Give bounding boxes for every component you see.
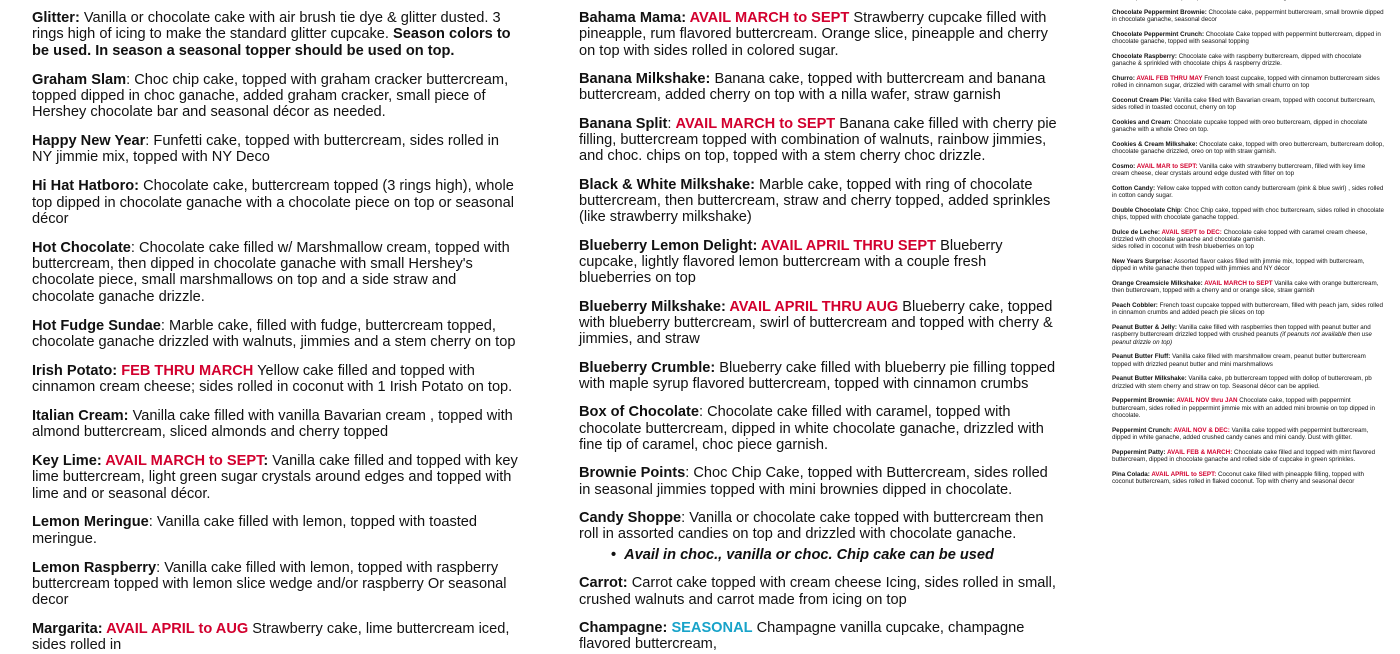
menu-item: Candy Shoppe: Vanilla or chocolate cake topped with buttercream then roll in assorted candies on top and drizzled with chocolate ganache.	[579, 509, 1044, 543]
menu-item: Cotton Candy: Yellow cake topped with cotton candy buttercream (pink & blue swirl) , sides rolled in cotton candy sugar.	[1112, 184, 1384, 199]
menu-item: Carrot: Carrot cake topped with cream cheese Icing, sides rolled in small, crushed walnuts and carrot made from icing on top	[579, 575, 1056, 608]
availability-badge: AVAIL APRIL THRU SEPT	[760, 237, 937, 254]
menu-item: Blueberry Crumble: Blueberry cake filled with blueberry pie filling topped with maple syrup flavored buttercream, topped with cinnamon crumbs	[579, 359, 1056, 393]
menu-item: Peanut Butter & Jelly: Vanilla cake filled with raspberries then topped with peanut butter and raspberry buttercream drizzled topped with crushed peanuts (if peanuts not available then use peanut drizzle on top)	[1112, 324, 1372, 346]
menu-item: Key Lime: AVAIL MARCH to SEPT: Vanilla cake filled and topped with key lime buttercream, light green sugar crystals around edges and topped with lime and or seasonal décor.	[32, 452, 518, 502]
availability-badge: AVAIL SEPT to DEC:	[1161, 228, 1222, 236]
menu-item: Italian Cream: Vanilla cake filled with vanilla Bavarian cream , topped with almond buttercream, sliced almonds and cherry topped	[32, 407, 513, 441]
menu-item: Lemon Raspberry: Vanilla cake filled with lemon, topped with raspberry buttercream topped with lemon slice wedge and/or raspberry Or seasonal decor	[32, 559, 507, 609]
menu-item: Margarita: AVAIL APRIL to AUG Strawberry cake, lime buttercream iced, sides rolled in	[32, 621, 510, 654]
menu-item: Blueberry Lemon Delight: AVAIL APRIL THRU SEPT Blueberry cupcake, lightly flavored lemon buttercream with a couple fresh blueberries on top	[579, 237, 1003, 287]
availability-badge: AVAIL NOV & DEC:	[1173, 426, 1230, 434]
menu-item: Hot Fudge Sundae: Marble cake, filled with fudge, buttercream topped, chocolate ganache drizzled with walnuts, jimmies and a stem cherry on top	[32, 317, 516, 350]
menu-item: Pina Colada: AVAIL APRIL to SEPT: Coconut cake filled with pineapple filling, topped with coconut buttercream, sides rolled in flaked coconut. Top with cherry and seasonal decor	[1112, 470, 1364, 486]
menu-item: Cookies and Cream: Chocolate cupcake topped with oreo buttercream, dipped in chocolate ganache with a whole Oreo on top.	[1112, 118, 1368, 133]
menu-item: Chocolate Peppermint Brownie: Chocolate cake, peppermint buttercream, small brownie dipped in chocolate ganache, seasonal decor	[1112, 8, 1384, 23]
availability-badge: AVAIL APRIL to SEPT:	[1151, 470, 1217, 478]
menu-item: Banana Split: AVAIL MARCH to SEPT Banana cake filled with cherry pie filling, buttercream topped with combination of walnuts, rainbow jimmies, and choc. chips on top, topped with a stem cherry choc drizzle.	[579, 115, 1057, 165]
menu-item: Graham Slam: Choc chip cake, topped with graham cracker buttercream, topped dipped in choc ganache, added graham cracker, small piece of Hershey chocolate bar and seasonal décor as needed.	[32, 71, 509, 121]
menu-item: Irish Potato: FEB THRU MARCH Yellow cake filled and topped with cinnamon cream cheese; sides rolled in coconut with 1 Irish Potato on top.	[32, 362, 513, 396]
menu-item: Hot Chocolate: Chocolate cake filled w/ Marshmallow cream, topped with buttercream, then dipped in chocolate ganache with small Hershey's chocolate piece, small marshmallows on top and a side straw and chocolate ganache drizzle.	[32, 239, 510, 305]
menu-item: Lemon Meringue: Vanilla cake filled with lemon, topped with toasted meringue.	[32, 514, 478, 547]
menu-item: Brownie Points: Choc Chip Cake, topped with Buttercream, sides rolled in seasonal jimmies topped with mini brownies dipped in chocolate.	[579, 465, 1048, 498]
menu-item: Banana Milkshake: Banana cake, topped with buttercream and banana buttercream, added cherry on top with a nilla wafer, straw garnish	[579, 71, 1046, 104]
menu-item: Double Chocolate Chip: Choc Chip cake, topped with choc buttercream, sides rolled in chocolate chips, topped with chocolate ganache topped.	[1112, 206, 1384, 221]
availability-badge: AVAIL APRIL to AUG	[106, 621, 249, 638]
menu-item: Glitter: Vanilla or chocolate cake with air brush tie dye & glitter dusted. 3 rings high of icing to make the standard glitter cupcake. Season colors to be used. In season a seasonal topper should be used on top.	[32, 10, 511, 59]
menu-item: Peppermint Crunch: AVAIL NOV & DEC: Vanilla cake topped with peppermint buttercream, dipped in white ganache, added crushed candy canes and mini candy. Dust with glitter.	[1112, 426, 1369, 442]
availability-badge: AVAIL APRIL THRU AUG	[729, 298, 899, 315]
availability-badge: AVAIL MAR to SEPT:	[1136, 162, 1198, 170]
menu-item: Churro: AVAIL FEB THRU MAY French toast cupcake, topped with cinnamon buttercream sides rolled in cinnamon sugar, drizzled with caramel with small churro on top	[1112, 74, 1380, 89]
menu-item: Dulce de Leche: AVAIL SEPT to DEC: Chocolate cake topped with caramel cream cheese, drizzled with chocolate ganache and chocolate garnish.	[1112, 228, 1368, 243]
menu-item: Chocolate Peppermint Crunch: Chocolate Cake topped with peppermint buttercream, dipped in chocolate ganache, topped with seasonal topping	[1112, 30, 1381, 45]
availability-badge: AVAIL FEB THRU MAY	[1136, 74, 1203, 82]
menu-item: Chocolate Raspberry: Chocolate cake with raspberry buttercream, dipped with chocolate ganache & sprinkled with chocolate chips & raspberry drizzle.	[1112, 52, 1362, 67]
menu-item: Peach Cobbler: French toast cupcake topped with buttercream, filled with peach jam, sides rolled in cinnamon crumbs and added peach pie slices on top	[1112, 302, 1383, 317]
menu-column-middle	[579, 0, 1057, 653]
menu-item	[1112, 0, 1384, 1]
menu-item: Bahama Mama: AVAIL MARCH to SEPT Strawberry cupcake filled with pineapple, rum flavored buttercream. Orange slice, pineapple and cherry on top with sides rolled in colored sugar.	[579, 10, 1048, 59]
availability-badge: AVAIL FEB & MARCH:	[1167, 448, 1233, 456]
menu-item: Peppermint Patty: AVAIL FEB & MARCH: Chocolate cake filled and topped with mint flavored buttercream, dipped in chocolate ganache and rolled side of cupcake in green sprinkles.	[1112, 448, 1376, 464]
menu-column-right	[1112, 0, 1384, 494]
seasonal-badge: SEASONAL	[671, 619, 753, 636]
menu-item: New Years Surprise: Assorted flavor cakes filled with jimmie mix, topped with buttercream, dipped in white ganache then topped with jimmies and NY décor	[1112, 258, 1365, 273]
availability-badge: AVAIL MARCH to SEPT	[675, 115, 836, 132]
menu-item: Peanut Butter Fluff: Vanilla cake filled with marshmallow cream, peanut butter buttercream topped with drizzled peanut butter and mini marshmallows	[1112, 353, 1366, 368]
availability-badge: AVAIL MARCH to SEPT	[105, 452, 264, 469]
menu-item: Coconut Cream Pie: Vanilla cake filled with Bavarian cream, topped with coconut buttercream, sides rolled in toasted coconut, cherry on top	[1112, 96, 1376, 111]
menu-item: Happy New Year: Funfetti cake, topped with buttercream, sides rolled in NY jimmie mix, topped with NY Deco	[32, 133, 499, 166]
menu-item: Cosmo: AVAIL MAR to SEPT: Vanilla cake with strawberry buttercream, filled with key lime cream cheese, clear crystals around edge dusted with filter on top	[1112, 162, 1366, 177]
menu-item: Black & White Milkshake: Marble cake, topped with ring of chocolate buttercream, then buttercream, straw and cherry topped, added sprinkles (like strawberry milkshake)	[579, 176, 1051, 226]
menu-column-left	[32, 0, 522, 654]
menu-item: Peppermint Brownie: AVAIL NOV thru JAN Chocolate cake, topped with peppermint buttercream, sides rolled in peppermint jimmie mix with an added mini brownie on top dipped in chocolate.	[1112, 397, 1375, 420]
menu-item: Champagne: SEASONAL Champagne vanilla cupcake, champagne flavored buttercream,	[579, 619, 1025, 653]
availability-badge: AVAIL NOV thru JAN	[1176, 397, 1238, 405]
availability-badge: FEB THRU MARCH	[121, 362, 254, 379]
menu-item: Peanut Butter Milkshake: Vanilla cake, pb buttercream topped with dollop of buttercream, pb drizzled with stem cherry and straw on top. Seasonal décor can be applied.	[1112, 375, 1372, 390]
menu-item-overflow: sides rolled in coconut with fresh blueberries on top	[1112, 243, 1255, 251]
availability-badge: AVAIL MARCH to SEPT	[1204, 280, 1273, 287]
menu-item: Orange Creamsicle Milkshake: AVAIL MARCH to SEPT Vanilla cake with orange buttercream, then buttercream, topped with a cherry and or orange slice, straw garnish	[1112, 280, 1379, 295]
menu-item-note: • Avail in choc., vanilla or choc. Chip cake can be used	[611, 547, 1057, 563]
menu-item: Blueberry Milkshake: AVAIL APRIL THRU AUG Blueberry cake, topped with blueberry buttercream, swirl of buttercream and topped with cherry & jimmies, and straw	[579, 298, 1053, 348]
availability-badge: AVAIL MARCH to SEPT	[689, 10, 850, 26]
menu-item: Hi Hat Hatboro: Chocolate cake, buttercream topped (3 rings high), whole top dipped in chocolate ganache with a chocolate piece on top or seasonal décor	[32, 178, 514, 227]
menu-item: Cookies & Cream Milkshake: Chocolate cake, topped with oreo buttercream, buttercream dollop, chocolate ganache drizzled, oreo on top with straw garnish.	[1112, 140, 1385, 155]
menu-item: Box of Chocolate: Chocolate cake filled with caramel, topped with chocolate buttercream, dipped in white chocolate ganache, drizzled with fine tip of caramel, choc piece garnish.	[579, 404, 1044, 454]
